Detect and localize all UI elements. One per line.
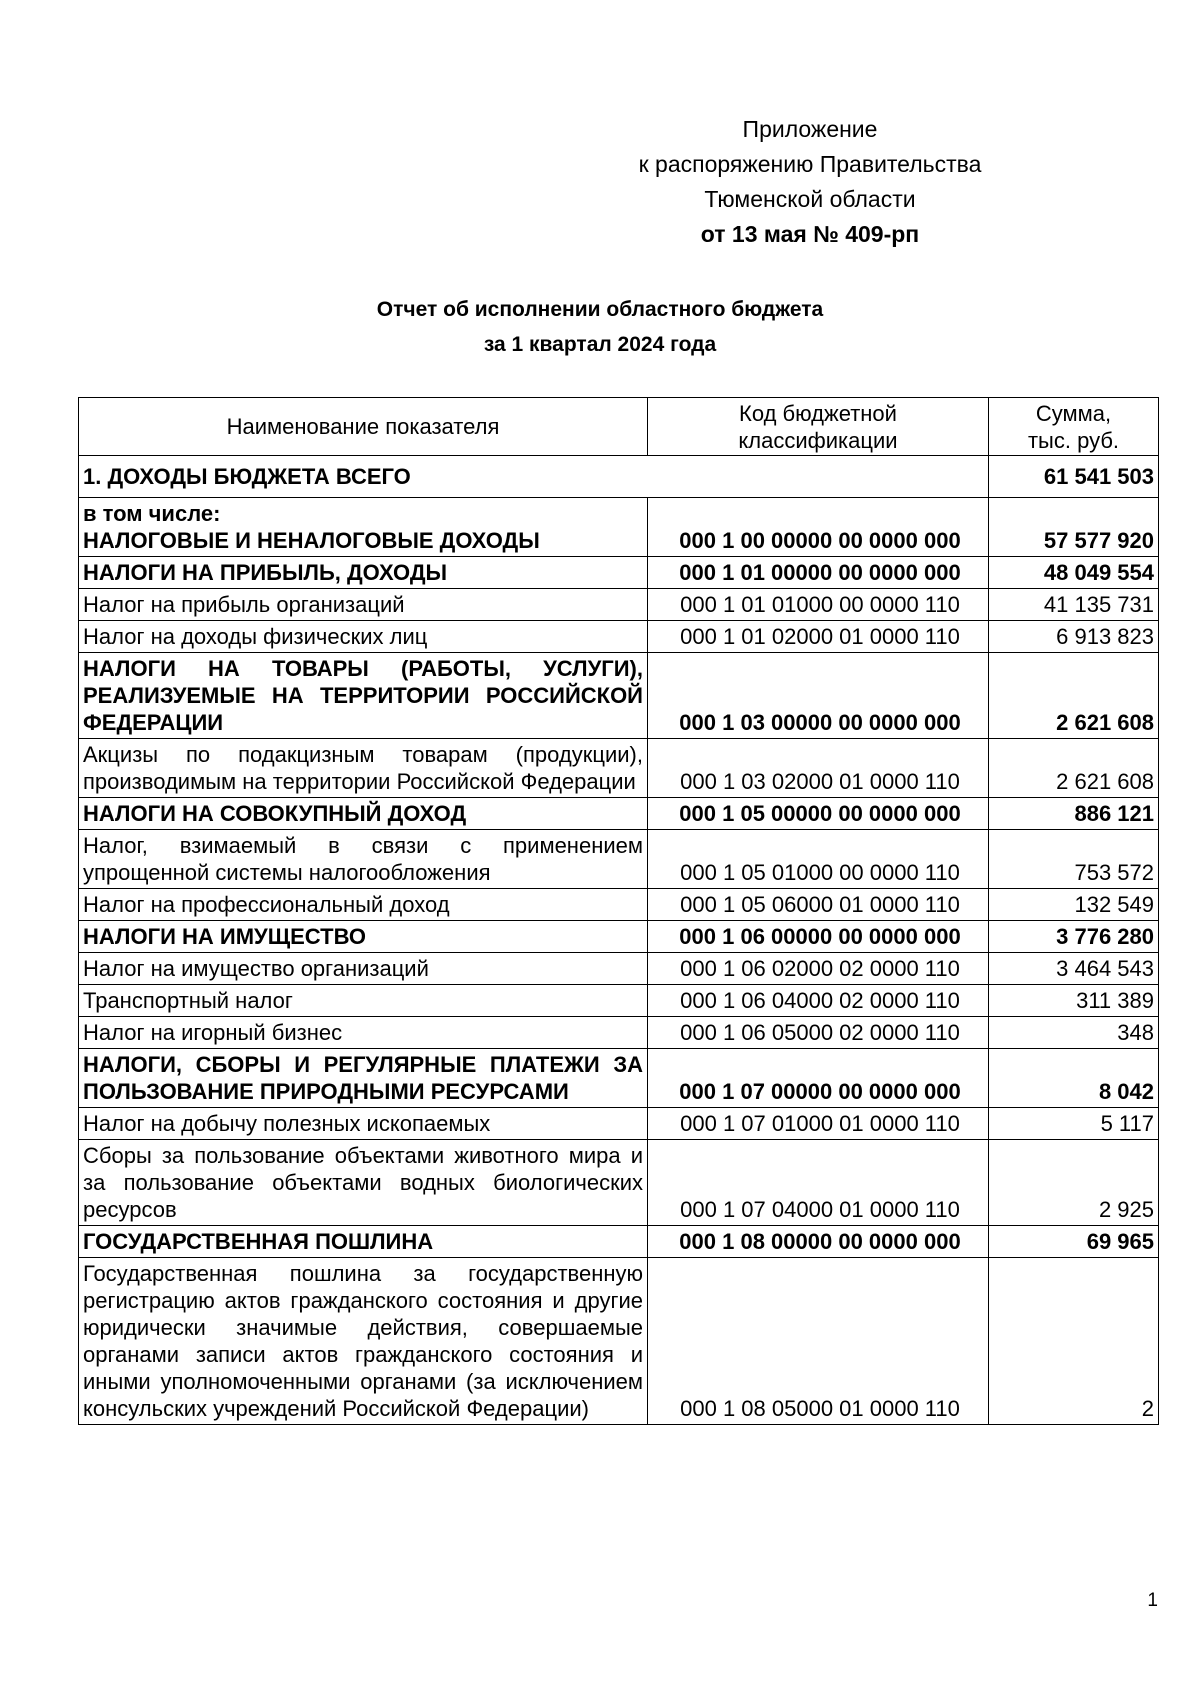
row-sum: 41 135 731 xyxy=(989,589,1159,621)
row-code: 000 1 03 02000 01 0000 110 xyxy=(648,739,989,798)
row-name: Налог, взимаемый в связи с применением упрощенной системы налогообложения xyxy=(79,830,648,889)
row-name-text: НАЛОГОВЫЕ И НЕНАЛОГОВЫЕ ДОХОДЫ xyxy=(83,528,540,553)
table-row xyxy=(79,953,1159,985)
table-row xyxy=(79,589,1159,621)
row-name: НАЛОГИ НА СОВОКУПНЫЙ ДОХОД xyxy=(79,798,648,830)
appendix-date-number: от 13 мая № 409-рп xyxy=(700,221,920,247)
report-title xyxy=(250,292,950,362)
row-code: 000 1 05 01000 00 0000 110 xyxy=(648,830,989,889)
row-name: НАЛОГИ, СБОРЫ И РЕГУЛЯРНЫЕ ПЛАТЕЖИ ЗА ПОЛЬЗОВАНИЕ ПРИРОДНЫМИ РЕСУРСАМИ xyxy=(79,1049,648,1108)
table-row xyxy=(79,921,1159,953)
row-code: 000 1 01 00000 00 0000 000 xyxy=(648,557,989,589)
total-row xyxy=(79,456,1159,498)
row-code: 000 1 07 00000 00 0000 000 xyxy=(648,1049,989,1108)
row-name: Транспортный налог xyxy=(79,985,648,1017)
table-row xyxy=(79,985,1159,1017)
row-sum: 8 042 xyxy=(989,1049,1159,1108)
table-header-row xyxy=(79,398,1159,456)
page-number: 1 xyxy=(1147,1590,1158,1611)
table-row xyxy=(79,1226,1159,1258)
row-code: 000 1 06 05000 02 0000 110 xyxy=(648,1017,989,1049)
budget-table xyxy=(78,397,1159,1425)
row-code: 000 1 01 02000 01 0000 110 xyxy=(648,621,989,653)
row-name: Налог на имущество организаций xyxy=(79,953,648,985)
table-row xyxy=(79,1108,1159,1140)
appendix-line-1: Приложение xyxy=(742,116,878,142)
row-sum: 48 049 554 xyxy=(989,557,1159,589)
row-name: НАЛОГИ НА ИМУЩЕСТВО xyxy=(79,921,648,953)
row-name: Налог на добычу полезных ископаемых xyxy=(79,1108,648,1140)
row-code: 000 1 06 04000 02 0000 110 xyxy=(648,985,989,1017)
total-name: 1. ДОХОДЫ БЮДЖЕТА ВСЕГО xyxy=(79,456,989,498)
row-code: 000 1 01 01000 00 0000 110 xyxy=(648,589,989,621)
row-code: 000 1 05 00000 00 0000 000 xyxy=(648,798,989,830)
row-name: НАЛОГИ НА ПРИБЫЛЬ, ДОХОДЫ xyxy=(79,557,648,589)
table-row xyxy=(79,1049,1159,1108)
header-code-column: Код бюджетной классификации xyxy=(648,398,989,456)
row-sum: 348 xyxy=(989,1017,1159,1049)
row-name: НАЛОГИ НА ТОВАРЫ (РАБОТЫ, УСЛУГИ), РЕАЛИЗУЕМЫЕ НА ТЕРРИТОРИИ РОССИЙСКОЙ ФЕДЕРАЦИИ xyxy=(79,653,648,739)
row-prefix: в том числе: xyxy=(83,501,221,526)
row-sum: 2 621 608 xyxy=(989,739,1159,798)
row-name: Налог на игорный бизнес xyxy=(79,1017,648,1049)
table-row xyxy=(79,653,1159,739)
table-row xyxy=(79,498,1159,557)
table-row xyxy=(79,1258,1159,1425)
row-code: 000 1 07 04000 01 0000 110 xyxy=(648,1140,989,1226)
row-sum: 132 549 xyxy=(989,889,1159,921)
appendix-header xyxy=(590,112,1030,252)
row-code: 000 1 03 00000 00 0000 000 xyxy=(648,653,989,739)
report-title-line-1: Отчет об исполнении областного бюджета xyxy=(376,298,824,321)
row-name: Налог на прибыль организаций xyxy=(79,589,648,621)
row-code: 000 1 00 00000 00 0000 000 xyxy=(648,498,989,557)
table-row xyxy=(79,830,1159,889)
header-sum-column: Сумма, тыс. руб. xyxy=(989,398,1159,456)
row-sum: 2 621 608 xyxy=(989,653,1159,739)
header-name-column: Наименование показателя xyxy=(79,398,648,456)
row-sum: 2 925 xyxy=(989,1140,1159,1226)
table-row xyxy=(79,621,1159,653)
row-name: Государственная пошлина за государственную регистрацию актов гражданского состояния и другие юридически значимые действия, совершаемые органами записи актов гражданского состояния и иными уполномоченными органами (за исключением консульских учреждений Российской Федерации) xyxy=(79,1258,648,1425)
row-sum: 3 776 280 xyxy=(989,921,1159,953)
row-sum: 3 464 543 xyxy=(989,953,1159,985)
row-sum: 57 577 920 xyxy=(989,498,1159,557)
row-sum: 886 121 xyxy=(989,798,1159,830)
row-sum: 69 965 xyxy=(989,1226,1159,1258)
row-sum: 753 572 xyxy=(989,830,1159,889)
row-name: Акцизы по подакцизным товарам (продукции), производимым на территории Российской Федерации xyxy=(79,739,648,798)
row-code: 000 1 06 00000 00 0000 000 xyxy=(648,921,989,953)
row-code: 000 1 08 05000 01 0000 110 xyxy=(648,1258,989,1425)
row-code: 000 1 06 02000 02 0000 110 xyxy=(648,953,989,985)
table-row xyxy=(79,1017,1159,1049)
row-code: 000 1 08 00000 00 0000 000 xyxy=(648,1226,989,1258)
appendix-line-3: Тюменской области xyxy=(704,186,916,212)
row-sum: 6 913 823 xyxy=(989,621,1159,653)
table-row xyxy=(79,557,1159,589)
report-title-line-2: за 1 квартал 2024 года xyxy=(483,333,717,356)
table-row xyxy=(79,889,1159,921)
table-row xyxy=(79,1140,1159,1226)
row-name: Налог на доходы физических лиц xyxy=(79,621,648,653)
row-name: Сборы за пользование объектами животного мира и за пользование объектами водных биологических ресурсов xyxy=(79,1140,648,1226)
appendix-line-2: к распоряжению Правительства xyxy=(638,151,982,177)
row-name xyxy=(79,498,648,557)
row-name: Налог на профессиональный доход xyxy=(79,889,648,921)
total-sum: 61 541 503 xyxy=(989,456,1159,498)
row-code: 000 1 07 01000 01 0000 110 xyxy=(648,1108,989,1140)
table-row xyxy=(79,739,1159,798)
row-name: ГОСУДАРСТВЕННАЯ ПОШЛИНА xyxy=(79,1226,648,1258)
table-row xyxy=(79,798,1159,830)
row-sum: 5 117 xyxy=(989,1108,1159,1140)
row-code: 000 1 05 06000 01 0000 110 xyxy=(648,889,989,921)
row-sum: 2 xyxy=(989,1258,1159,1425)
row-sum: 311 389 xyxy=(989,985,1159,1017)
